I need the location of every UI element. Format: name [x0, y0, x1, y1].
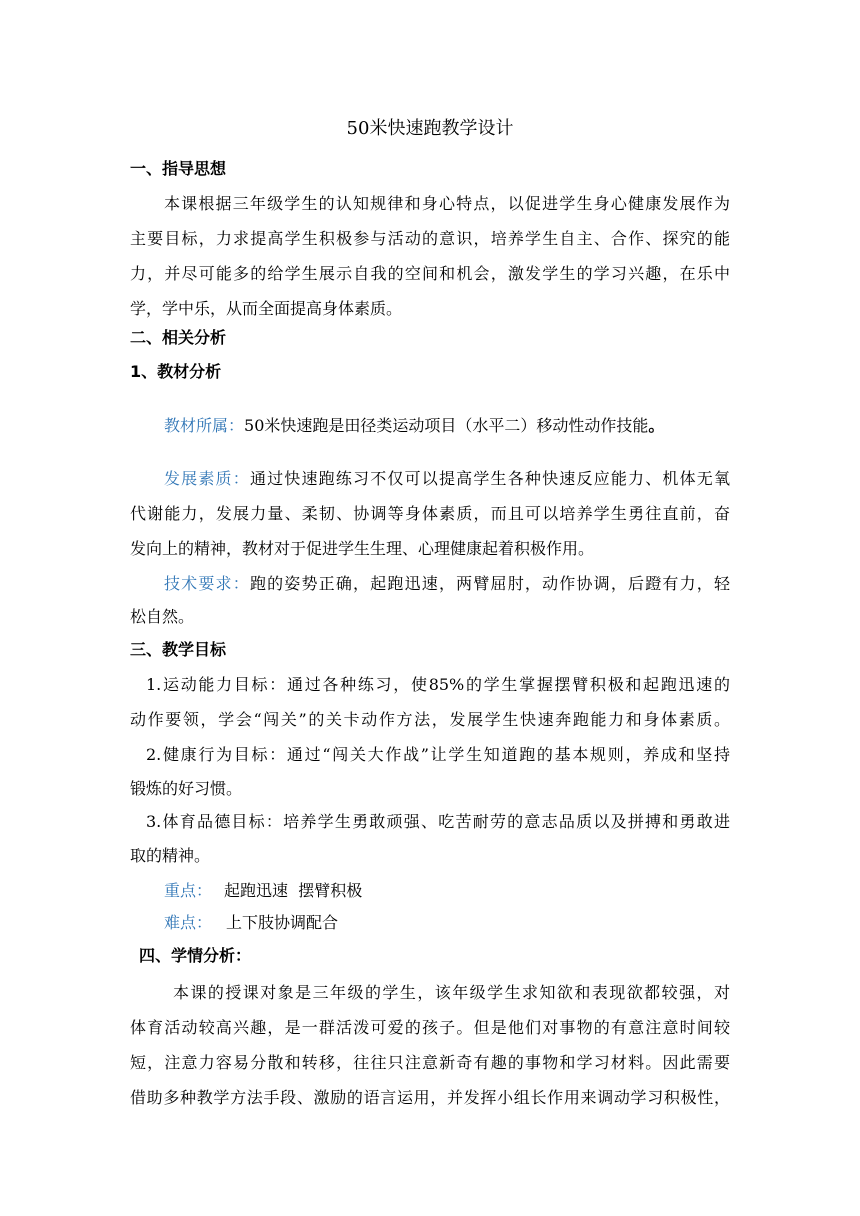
development-quality-text: 通过快速跑练习不仅可以提高学生各种快速反应能力、机体无氧: [249, 469, 730, 488]
technical-requirement-text: 跑的姿势正确，起跑迅速，两臂屈肘，动作协调，后蹬有力，轻: [249, 574, 730, 593]
material-belonging-end: 。: [648, 416, 665, 435]
paragraph-line: 松自然。: [130, 607, 195, 626]
key-point-label: 重点：: [164, 881, 213, 900]
section-heading-analysis: 二、相关分析: [130, 328, 227, 347]
paragraph-line: 短，注意力容易分散和转移，往往只注意新奇有趣的事物和学习材料。因此需要: [130, 1053, 730, 1072]
technical-requirement-line: [164, 573, 730, 595]
goal-line: 锻炼的好习惯。: [130, 779, 243, 798]
key-point-text: 起跑迅速 摆臂积极: [224, 881, 363, 900]
paragraph-line: 主要目标，力求提高学生积极参与活动的意识，培养学生自主、合作、探究的能: [130, 229, 730, 248]
difficult-point-text: 上下肢协调配合: [226, 913, 339, 932]
paragraph-line: 体育活动较高兴趣，是一群活泼可爱的孩子。但是他们对事物的有意注意时间较: [130, 1018, 730, 1037]
material-belonging-label: 教材所属：: [164, 416, 245, 435]
section-heading-teaching-goals: 三、教学目标: [130, 640, 227, 659]
goal-line: 3.体育品德目标：培养学生勇敢顽强、吃苦耐劳的意志品质以及拼搏和勇敢进: [146, 812, 730, 831]
paragraph-line: 本课根据三年级学生的认知规律和身心特点，以促进学生身心健康发展作为: [164, 194, 730, 213]
section-heading-learner-analysis: 四、学情分析：: [139, 946, 252, 965]
subsection-heading-material: 1、教材分析: [130, 362, 222, 381]
document-title: 50米快速跑教学设计: [346, 118, 514, 139]
paragraph-line: 发向上的精神，教材对于促进学生生理、心理健康起着积极作用。: [130, 539, 595, 558]
paragraph-line: 借助多种教学方法手段、激励的语言运用，并发挥小组长作用来调动学习积极性，: [130, 1088, 730, 1107]
goal-line: 取的精神。: [130, 846, 211, 865]
material-belonging-line: [164, 415, 664, 437]
paragraph-line: 本课的授课对象是三年级的学生，该年级学生求知欲和表现欲都较强，对: [173, 983, 730, 1002]
paragraph-line: 学，学中乐，从而全面提高身体素质。: [130, 299, 403, 318]
difficult-point-label: 难点：: [164, 913, 213, 932]
difficult-point-line: [164, 912, 338, 934]
development-quality-line: [164, 468, 730, 490]
paragraph-line: 代谢能力，发展力量、柔韧、协调等身体素质，而且可以培养学生勇往直前，奋: [130, 504, 730, 523]
key-point-line: [164, 880, 362, 902]
technical-requirement-label: 技术要求：: [164, 574, 250, 593]
goal-line: 1.运动能力目标：通过各种练习，使85%的学生掌握摆臂积极和起跑迅速的: [146, 675, 730, 694]
goal-line: 动作要领，学会“闯关”的关卡动作方法，发展学生快速奔跑能力和身体素质。: [130, 710, 730, 729]
development-quality-label: 发展素质：: [164, 469, 250, 488]
paragraph-line: 力，并尽可能多的给学生展示自我的空间和机会，激发学生的学习兴趣，在乐中: [130, 264, 730, 283]
section-heading-guiding-ideology: 一、指导思想: [130, 159, 227, 178]
goal-line: 2.健康行为目标：通过“闯关大作战”让学生知道跑的基本规则，养成和坚持: [146, 745, 730, 764]
material-belonging-text: 50米快速跑是田径类运动项目（水平二）移动性动作技能: [244, 416, 649, 435]
